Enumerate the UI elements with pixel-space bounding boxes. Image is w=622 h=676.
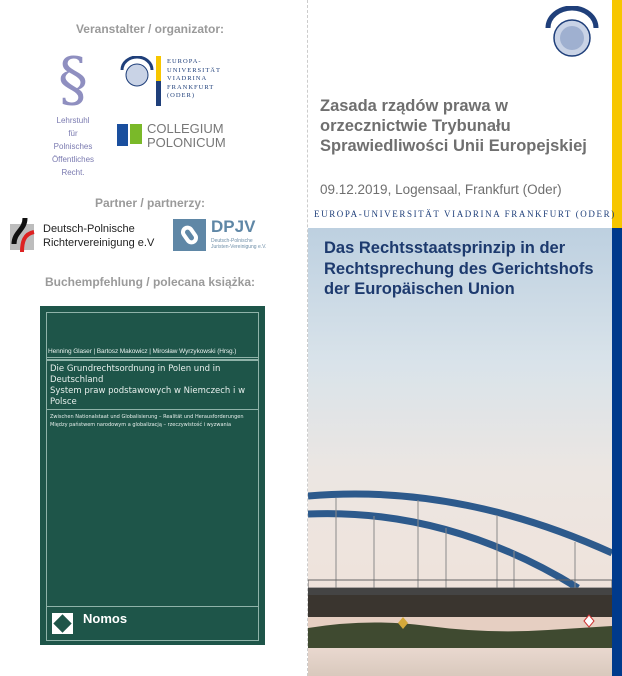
dpjv-name: DPJV xyxy=(211,217,256,236)
dpjv-sub: Deutsch-Polnische xyxy=(211,238,253,244)
dpr-emblem-icon xyxy=(10,218,36,252)
lehrstuhl-line: Öffentliches xyxy=(51,155,95,164)
blue-accent-bar xyxy=(612,228,622,676)
collegium-line: POLONICUM xyxy=(147,135,226,150)
dpjv-logo xyxy=(173,218,283,252)
event-title-pl: Zasada rządów prawa w orzecznictwie Trybunału Sprawiedliwości Unii Europejskiej xyxy=(320,97,587,155)
euv-line: (ODER) xyxy=(167,92,196,99)
yellow-accent-bar xyxy=(612,0,622,228)
euv-line: FRANKFURT xyxy=(167,83,215,91)
lehrstuhl-logo xyxy=(48,45,98,180)
euv-line: UNIVERSITÄT xyxy=(167,66,221,74)
dpjv-sub: Juristen-Vereinigung e.V. xyxy=(211,244,267,250)
lehrstuhl-text xyxy=(48,114,98,179)
book-title-pl: System praw podstawowych w Niemczech i w Polsce xyxy=(50,386,246,407)
dpr-line: Richtervereinigung e.V xyxy=(43,237,155,249)
lehrstuhl-line: Lehrstuhl xyxy=(56,116,90,125)
book-authors: Henning Glaser | Bartosz Makowicz | Mirosław Wyrzykowski (Hrsg.) xyxy=(48,348,237,355)
partner-heading: Partner / partnerzy: xyxy=(94,196,206,210)
book-subtitle-de: Zwischen Nationalstaat und Globalisierung – Realität und Herausforderungen xyxy=(50,414,244,420)
dpjv-emblem-icon xyxy=(173,219,206,251)
dpr-logo xyxy=(10,218,160,254)
lehrstuhl-line: für xyxy=(68,129,78,138)
collegium-polonicum-logo xyxy=(117,122,237,152)
nomos-logo-icon xyxy=(52,613,73,634)
euv-line: VIADRINA xyxy=(167,75,208,82)
book-heading: Buchempfehlung / polecana książka: xyxy=(44,275,256,289)
university-seal-icon xyxy=(544,6,600,62)
lehrstuhl-line: Recht. xyxy=(61,168,85,177)
book-publisher: Nomos xyxy=(83,611,128,626)
euv-logo xyxy=(119,56,269,106)
paragraph-icon: § xyxy=(58,45,88,115)
book-subtitle-pl: Między państwem narodowym a globalizacją – rzeczywistość i wyzwania xyxy=(50,422,232,428)
book-title-de: Die Grundrechtsordnung in Polen und in Deutschland xyxy=(50,364,221,385)
collegium-line: COLLEGIUM xyxy=(147,121,224,136)
university-name-line: EUROPA-UNIVERSITÄT VIADRINA FRANKFURT (ODER) xyxy=(314,209,616,219)
book-cover xyxy=(40,306,265,645)
dpr-line: Deutsch-Polnische xyxy=(43,223,135,235)
lehrstuhl-line: Polnisches xyxy=(53,142,93,151)
euv-seal-icon xyxy=(119,56,155,90)
event-title-de: Das Rechtsstaatsprinzip in der Rechtsprechung des Gerichtshofs der Europäischen Union xyxy=(324,239,594,298)
event-date-place: 09.12.2019, Logensaal, Frankfurt (Oder) xyxy=(320,182,562,197)
euv-line: EUROPA- xyxy=(167,58,202,65)
organizer-heading: Veranstalter / organizator: xyxy=(75,22,225,36)
